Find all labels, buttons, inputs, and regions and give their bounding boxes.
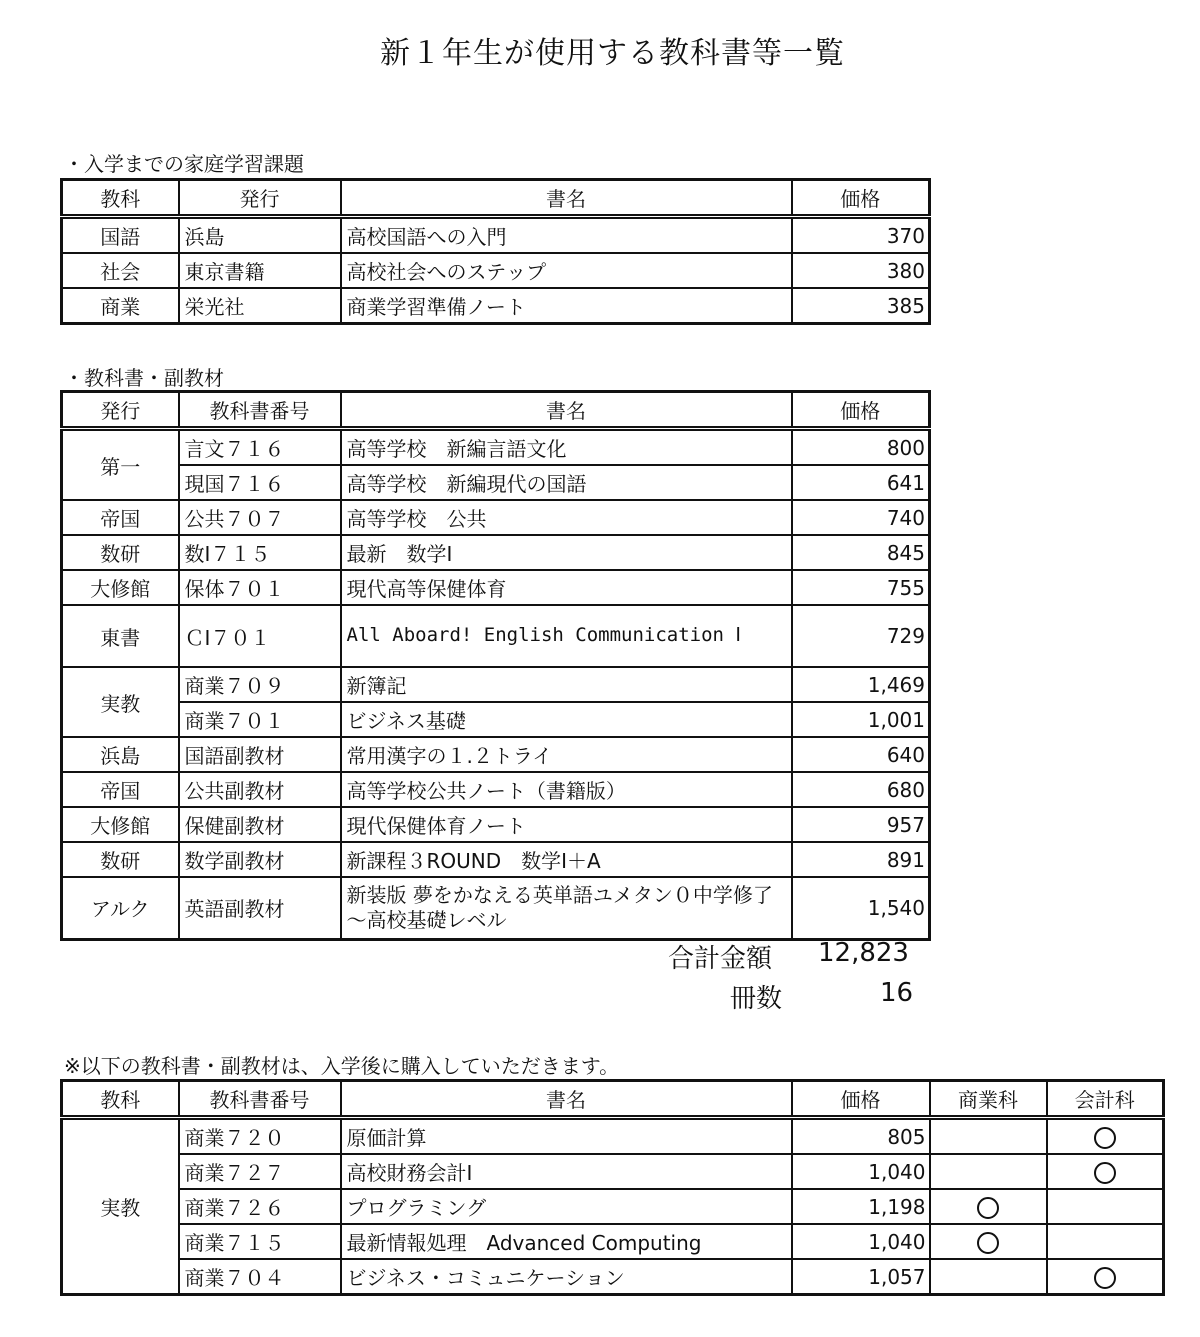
table-row xyxy=(62,217,930,254)
table-row xyxy=(62,253,930,288)
header-commerce-course: 商業科 xyxy=(930,1081,1047,1118)
publisher-cell: 帝国 xyxy=(62,772,179,807)
commerce-course-cell xyxy=(930,1189,1047,1224)
textbook-number-cell: 国語副教材 xyxy=(179,737,341,772)
publisher-cell: 大修館 xyxy=(62,570,179,605)
circle-mark-icon xyxy=(1094,1127,1116,1149)
table-row xyxy=(62,605,930,667)
textbook-table xyxy=(60,390,931,941)
later-purchase-table xyxy=(60,1079,1165,1296)
textbook-number-cell: ＣⅠ７０１ xyxy=(179,605,341,667)
section3-label: ※以下の教科書・副教材は、入学後に購入していただきます。 xyxy=(64,1054,620,1078)
table-row xyxy=(62,500,930,535)
book-title-cell: 高等学校 新編現代の国語 xyxy=(341,465,792,500)
table-row xyxy=(62,429,930,466)
book-title-cell: 商業学習準備ノート xyxy=(341,288,792,324)
price-cell: 729 xyxy=(792,605,930,667)
textbook-number-cell: 英語副教材 xyxy=(179,877,341,939)
publisher-cell: 栄光社 xyxy=(179,288,341,324)
header-publisher: 発行 xyxy=(62,392,179,429)
table-row xyxy=(62,465,930,500)
textbook-number-cell: 現国７１６ xyxy=(179,465,341,500)
price-cell: 1,198 xyxy=(792,1189,930,1224)
textbook-number-cell: 商業７０１ xyxy=(179,702,341,737)
accounting-course-cell xyxy=(1047,1259,1164,1295)
book-title-cell: 高等学校公共ノート（書籍版） xyxy=(341,772,792,807)
accounting-course-cell xyxy=(1047,1154,1164,1189)
textbook-number-cell: 商業７２７ xyxy=(179,1154,341,1189)
subject-cell: 商業 xyxy=(62,288,179,324)
book-title-cell: 最新 数学Ⅰ xyxy=(341,535,792,570)
price-cell: 1,540 xyxy=(792,877,930,939)
price-cell: 380 xyxy=(792,253,930,288)
publisher-cell: 数研 xyxy=(62,842,179,877)
subject-cell: 社会 xyxy=(62,253,179,288)
header-price: 価格 xyxy=(792,1081,930,1118)
price-cell: 1,040 xyxy=(792,1154,930,1189)
commerce-course-cell xyxy=(930,1224,1047,1259)
table-row xyxy=(62,877,930,939)
price-cell: 1,001 xyxy=(792,702,930,737)
table-row xyxy=(62,1118,1164,1155)
subject-cell: 実教 xyxy=(62,1118,179,1295)
textbook-number-cell: 公共副教材 xyxy=(179,772,341,807)
book-title-cell: ビジネス基礎 xyxy=(341,702,792,737)
publisher-cell: 浜島 xyxy=(179,217,341,254)
book-title-cell: 現代高等保健体育 xyxy=(341,570,792,605)
circle-mark-icon xyxy=(1094,1162,1116,1184)
commerce-course-cell xyxy=(930,1259,1047,1295)
book-count-label: 冊数 xyxy=(730,984,783,1014)
price-cell: 1,057 xyxy=(792,1259,930,1295)
subject-cell: 国語 xyxy=(62,217,179,254)
table-row xyxy=(62,702,930,737)
book-title-cell: 新課程３ROUND 数学Ⅰ＋A xyxy=(341,842,792,877)
table-row xyxy=(62,807,930,842)
publisher-cell: 東書 xyxy=(62,605,179,667)
accounting-course-cell xyxy=(1047,1118,1164,1155)
table-row xyxy=(62,1189,1164,1224)
publisher-cell: 実教 xyxy=(62,667,179,737)
header-title: 書名 xyxy=(341,180,792,217)
publisher-cell: アルク xyxy=(62,877,179,939)
book-title-cell: 高校国語への入門 xyxy=(341,217,792,254)
textbook-number-cell: 保健副教材 xyxy=(179,807,341,842)
textbook-number-cell: 商業７２６ xyxy=(179,1189,341,1224)
page-title: 新１年生が使用する教科書等一覧 xyxy=(380,36,845,71)
commerce-course-cell xyxy=(930,1118,1047,1155)
circle-mark-icon xyxy=(1094,1267,1116,1289)
publisher-cell: 帝国 xyxy=(62,500,179,535)
header-price: 価格 xyxy=(792,180,930,217)
book-title-cell: 高校社会へのステップ xyxy=(341,253,792,288)
book-title-cell: 常用漢字の１.２トライ xyxy=(341,737,792,772)
book-title-cell: ビジネス・コミュニケーション xyxy=(341,1259,792,1295)
price-cell: 957 xyxy=(792,807,930,842)
textbook-number-cell: 商業７０４ xyxy=(179,1259,341,1295)
price-cell: 800 xyxy=(792,429,930,466)
publisher-cell: 数研 xyxy=(62,535,179,570)
section1-label: ・入学までの家庭学習課題 xyxy=(64,152,304,176)
table-row xyxy=(62,1154,1164,1189)
table-row xyxy=(62,288,930,324)
header-accounting-course: 会計科 xyxy=(1047,1081,1164,1118)
header-textbook-number: 教科書番号 xyxy=(179,1081,341,1118)
publisher-cell: 東京書籍 xyxy=(179,253,341,288)
price-cell: 680 xyxy=(792,772,930,807)
textbook-number-cell: 公共７０７ xyxy=(179,500,341,535)
table-header-row xyxy=(62,1081,1164,1118)
book-title-cell: 新簿記 xyxy=(341,667,792,702)
table-row xyxy=(62,772,930,807)
table-row xyxy=(62,1224,1164,1259)
table-row xyxy=(62,1259,1164,1295)
book-title-cell: All Aboard! English Communication Ⅰ xyxy=(341,605,792,667)
table-header-row xyxy=(62,392,930,429)
table-row xyxy=(62,737,930,772)
header-price: 価格 xyxy=(792,392,930,429)
price-cell: 1,040 xyxy=(792,1224,930,1259)
totals-block xyxy=(0,938,1200,1018)
commerce-course-cell xyxy=(930,1154,1047,1189)
textbook-number-cell: 商業７１５ xyxy=(179,1224,341,1259)
homework-table xyxy=(60,178,931,325)
accounting-course-cell xyxy=(1047,1224,1164,1259)
textbook-number-cell: 数学副教材 xyxy=(179,842,341,877)
table-row xyxy=(62,667,930,702)
publisher-cell: 第一 xyxy=(62,429,179,501)
total-amount-value: 12,823 xyxy=(818,938,909,968)
header-subject: 教科 xyxy=(62,180,179,217)
price-cell: 640 xyxy=(792,737,930,772)
book-title-cell: 高等学校 新編言語文化 xyxy=(341,429,792,466)
book-title-cell: 高等学校 公共 xyxy=(341,500,792,535)
book-count-value: 16 xyxy=(880,978,914,1008)
book-title-cell: 最新情報処理 Advanced Computing xyxy=(341,1224,792,1259)
price-cell: 845 xyxy=(792,535,930,570)
price-cell: 740 xyxy=(792,500,930,535)
header-textbook-number: 教科書番号 xyxy=(179,392,341,429)
header-title: 書名 xyxy=(341,1081,792,1118)
header-title: 書名 xyxy=(341,392,792,429)
header-subject: 教科 xyxy=(62,1081,179,1118)
book-title-cell: プログラミング xyxy=(341,1189,792,1224)
table-row xyxy=(62,842,930,877)
price-cell: 370 xyxy=(792,217,930,254)
table-row xyxy=(62,535,930,570)
textbook-number-cell: 言文７１６ xyxy=(179,429,341,466)
price-cell: 641 xyxy=(792,465,930,500)
textbook-number-cell: 保体７０１ xyxy=(179,570,341,605)
book-title-cell: 現代保健体育ノート xyxy=(341,807,792,842)
book-title-cell: 新装版 夢をかなえる英単語ユメタン０中学修了～高校基礎レベル xyxy=(341,877,792,939)
textbook-number-cell: 商業７０９ xyxy=(179,667,341,702)
section2-label: ・教科書・副教材 xyxy=(64,366,224,390)
accounting-course-cell xyxy=(1047,1189,1164,1224)
price-cell: 1,469 xyxy=(792,667,930,702)
table-row xyxy=(62,570,930,605)
price-cell: 891 xyxy=(792,842,930,877)
textbook-number-cell: 数Ⅰ７１５ xyxy=(179,535,341,570)
price-cell: 755 xyxy=(792,570,930,605)
header-publisher: 発行 xyxy=(179,180,341,217)
price-cell: 805 xyxy=(792,1118,930,1155)
circle-mark-icon xyxy=(977,1197,999,1219)
publisher-cell: 大修館 xyxy=(62,807,179,842)
textbook-number-cell: 商業７２０ xyxy=(179,1118,341,1155)
total-amount-label: 合計金額 xyxy=(668,944,773,974)
table-header-row xyxy=(62,180,930,217)
circle-mark-icon xyxy=(977,1232,999,1254)
book-title-cell: 原価計算 xyxy=(341,1118,792,1155)
publisher-cell: 浜島 xyxy=(62,737,179,772)
price-cell: 385 xyxy=(792,288,930,324)
book-title-cell: 高校財務会計Ⅰ xyxy=(341,1154,792,1189)
